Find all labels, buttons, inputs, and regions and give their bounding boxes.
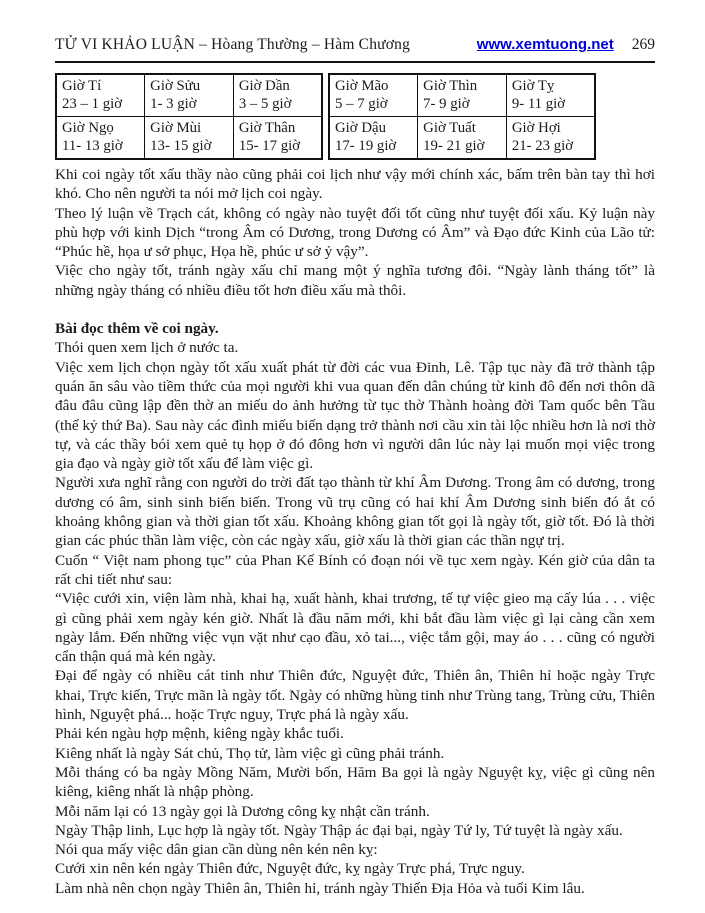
hour-range: 7- 9 giờ	[423, 96, 470, 112]
paragraph: Phải kén ngàu hợp mệnh, kiêng ngày khắc tuổi.	[55, 725, 344, 743]
hour-range: 5 – 7 giờ	[335, 96, 388, 112]
hour-range: 21- 23 giờ	[511, 138, 574, 154]
hour-cell	[329, 117, 418, 160]
hour-name: Giờ Thân	[238, 120, 296, 136]
hour-range: 11- 13 giờ	[62, 138, 123, 154]
hour-table-right	[328, 73, 596, 160]
hour-cell	[56, 74, 145, 117]
paragraph: “Việc cưới xin, viện làm nhà, khai hạ, xuất hành, khai trương, tế tự việc gieo mạ cấy lúa . . . việc gì cũng phải xem ngày kén giờ. Nhất là đầu năm mới, khi bắt đầu làm việc gì lại càng cần xem ngày lắm. Đến những việc vụn vặt như cạo đầu, xỏ tai..., việc tắm gội, may áo . . . cũng có người cẩn thận quá mà kén ngày.	[55, 590, 655, 666]
paragraph: Người xưa nghĩ rằng con người do trời đất tạo thành từ khí Âm Dương. Trong âm có dương, trong dương có âm, sinh sinh biến biến. Trong vũ trụ cũng có hai khí Âm Dương sinh biến đó ắt có khoảng không gian và thời gian tốt xấu. Khoảng không gian tốt gọi là ngày tốt, giờ tốt. Đó là thời gian các phúc thần làm việc, còn các ngày xấu, giờ xấu là thời gian các thần ngự trị.	[55, 474, 655, 550]
paragraph: Theo lý luận về Trạch cát, không có ngày nào tuyệt đối tốt cũng như tuyệt đối xấu. Kỷ luận này phù hợp với kinh Dịch “trong Âm có Dương, trong Dương có Âm” và Đạo đức Kinh của Lão tử: “Phúc hề, họa ư sở phục, Họa hề, phúc ư sở ỷ vậy”.	[55, 204, 655, 261]
hour-range: 1- 3 giờ	[150, 96, 197, 112]
paragraph: Đại để ngày có nhiều cát tinh như Thiên đức, Nguyệt đức, Thiên ân, Thiên hỉ hoặc ngày Trực khai, Trực kiến, Trực mãn là ngày tốt. Ngày có những hùng tinh như Trùng tang, Trùng cửu, Thiên hình, Nguyệt phá... hoặc Trực nguy, Trực phá là ngày xấu.	[55, 667, 655, 724]
hour-name: Giờ Tuất	[423, 120, 476, 136]
table-row	[329, 74, 595, 117]
hour-name: Giờ Tỵ	[511, 78, 555, 94]
paragraph: Làm nhà nên chọn ngày Thiên ân, Thiên hỉ, tránh ngày Thiến Địa Hỏa và tuổi Kim lâu.	[55, 879, 585, 897]
hour-cell	[418, 117, 507, 160]
header-right	[477, 36, 655, 54]
hour-range: 23 – 1 giờ	[62, 96, 123, 112]
hour-range: 9- 11 giờ	[511, 96, 566, 112]
hour-name: Giờ Ngọ	[62, 120, 114, 136]
paragraph: Việc xem lịch chọn ngày tốt xấu xuất phát từ đời các vua Đinh, Lê. Tập tục này đã trở thành tập quán ăn sâu vào tiềm thức của mọi người khi vua quan đến dân chúng từ kinh đô đến nơi thôn dã đâu đâu cũng lập đền thờ an miếu do ảnh hưởng từ tục thờ Thành hoàng đời Tam quốc bên Tầu (thế kỷ thứ Ba). Sau này các đình miếu biến dạng trở thành nơi cầu xin tài lộc nhiều hơn là nơi thờ tự, và các thầy bói xem quẻ tụ họp ở đó đông hơn vì người dân lúc này lại muốn mọi việc trong gia đạo và ngày giờ tốt xấu để làm việc gì.	[55, 358, 655, 473]
table-row	[56, 117, 322, 160]
hour-table-left	[55, 73, 323, 160]
hour-cell	[329, 74, 418, 117]
hour-range: 17- 19 giờ	[335, 138, 397, 154]
book-title: TỬ VI KHẢO LUẬN – Hòang Thường – Hàm Chương	[55, 36, 411, 53]
hour-range: 13- 15 giờ	[150, 138, 212, 154]
section-heading: Bài đọc thêm về coi ngày.	[55, 320, 219, 338]
table-row	[56, 74, 322, 117]
hour-range: 3 – 5 giờ	[238, 96, 292, 112]
hour-name: Giờ Dậu	[335, 120, 386, 136]
hour-cell	[506, 117, 595, 160]
body-text	[55, 165, 655, 898]
paragraph: Nói qua mấy việc dân gian cần dùng nên kén nên kỵ:	[55, 841, 378, 859]
hour-name: Giờ Thìn	[423, 78, 478, 94]
page-header	[55, 36, 655, 54]
header-divider	[55, 61, 655, 63]
hour-cell	[233, 74, 322, 117]
hour-cell	[145, 117, 234, 160]
hour-cell	[145, 74, 234, 117]
paragraph: Ngày Thập linh, Lục hợp là ngày tốt. Ngày Thập ác đại bại, ngày Tứ ly, Tứ tuyệt là ngày xấu.	[55, 821, 623, 839]
hour-range: 19- 21 giờ	[423, 138, 485, 154]
website-link[interactable]: www.xemtuong.net	[476, 36, 614, 53]
hour-name: Giờ Hợi	[511, 120, 561, 136]
page-number: 269	[631, 36, 655, 53]
paragraph-spacer	[55, 300, 655, 319]
paragraph: Khi coi ngày tốt xấu thầy nào cũng phải coi lịch như vậy mới chính xác, bấm trên bàn tay thì hơi khó. Cho nên người ta nói mở lịch coi ngày.	[55, 166, 655, 203]
paragraph: Mỗi năm lại có 13 ngày gọi là Dương công kỵ nhật cần tránh.	[55, 802, 430, 820]
hour-range: 15- 17 giờ	[238, 138, 301, 154]
paragraph: Kiêng nhất là ngày Sát chủ, Thọ tử, làm việc gì cũng phải tránh.	[55, 744, 445, 762]
hour-cell	[506, 74, 595, 117]
hour-name: Giờ Sửu	[150, 78, 201, 94]
paragraph: Mỗi tháng có ba ngày Mồng Năm, Mười bốn, Hăm Ba gọi là ngày Nguyệt kỵ, việc gì cũng nên kiêng, kiêng nhất là nhập phòng.	[55, 763, 655, 801]
hour-cell	[418, 74, 507, 117]
paragraph: Việc cho ngày tốt, tránh ngày xấu chỉ mang một ý nghĩa tương đôi. “Ngày lành tháng tốt” là những ngày tháng có nhiều điều tốt hơn điều xấu mà thôi.	[55, 262, 655, 299]
paragraph: Thói quen xem lịch ở nước ta.	[55, 339, 239, 357]
paragraph: Cuốn “ Việt nam phong tục” của Phan Kế Bính có đoạn nói về tục xem ngày. Kén giờ của dân ta rất chi tiết như sau:	[55, 551, 655, 588]
hour-table-group	[55, 73, 655, 160]
table-row	[329, 117, 595, 160]
hour-name: Giờ Mùi	[150, 120, 202, 136]
hour-name: Giờ Tí	[62, 78, 102, 94]
hour-name: Giờ Dần	[238, 78, 290, 94]
hour-name: Giờ Mão	[335, 78, 389, 94]
hour-cell	[56, 117, 145, 160]
hour-cell	[233, 117, 322, 160]
paragraph: Cưới xin nên kén ngày Thiên đức, Nguyệt đức, kỵ ngày Trực phá, Trực nguy.	[55, 860, 525, 878]
